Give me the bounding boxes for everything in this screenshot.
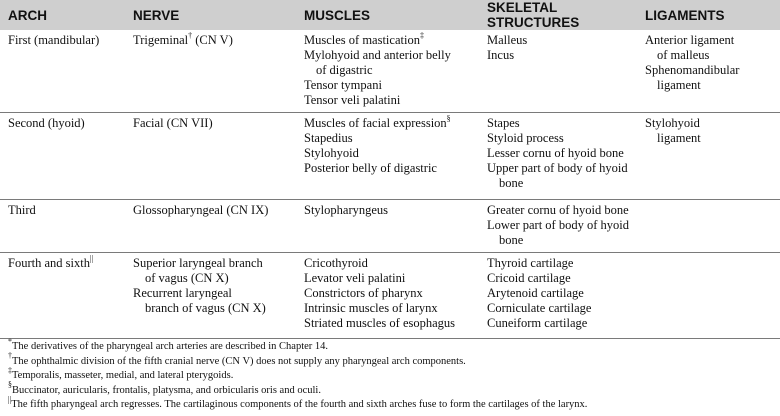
footnote-mark: †: [188, 30, 193, 40]
footnote-mark: *: [8, 336, 12, 346]
skeletal-line: Malleus: [487, 33, 528, 47]
header-row: [0, 0, 780, 30]
table-row-first-arch: [0, 30, 780, 113]
skeletal-line: Cuneiform cartilage: [487, 316, 588, 330]
table-row-second-arch: [0, 113, 780, 200]
skeletal-line: Thyroid cartilage: [487, 256, 574, 270]
skeletal-line: bone: [499, 176, 524, 190]
muscle-line: of digastric: [316, 63, 373, 77]
header-ligaments: LIGAMENTS: [637, 0, 780, 30]
table-row-fourth-sixth-arch: [0, 253, 780, 339]
nerve-name: Trigeminal: [133, 33, 189, 47]
skeletal-line: Cricoid cartilage: [487, 271, 571, 285]
footnote: [8, 380, 778, 399]
cell-ligaments: [637, 253, 780, 339]
cell-muscles: [296, 200, 479, 253]
cell-skeletal: [479, 30, 637, 113]
arch-name: First (mandibular): [8, 33, 100, 47]
ligament-line: Anterior ligament: [645, 33, 735, 47]
skeletal-line: Lesser cornu of hyoid bone: [487, 146, 624, 160]
arch-name: Second (hyoid): [8, 116, 85, 130]
skeletal-line: Upper part of body of hyoid: [487, 161, 628, 175]
skeletal-line: Incus: [487, 48, 515, 62]
footnote: [8, 336, 778, 355]
footnote-mark: ‡: [8, 365, 12, 375]
footnote: [8, 365, 778, 384]
footnote: [8, 351, 778, 370]
cell-ligaments: [637, 200, 780, 253]
muscle-text: Muscles of facial expression: [304, 116, 447, 130]
nerve-name: Glossopharyngeal (CN IX): [133, 203, 269, 217]
muscle-line: Mylohyoid and anterior belly: [304, 48, 451, 62]
footnote-text: Temporalis, masseter, medial, and lateral pterygoids.: [12, 370, 234, 381]
nerve-line: Superior laryngeal branch: [133, 256, 263, 270]
cell-ligaments: [637, 113, 780, 200]
muscle-text: Muscles of mastication: [304, 33, 420, 47]
cell-arch: [0, 200, 125, 253]
ligament-line: Sphenomandibular: [645, 63, 740, 77]
cell-skeletal: [479, 113, 637, 200]
footnote-mark: §: [446, 113, 451, 123]
muscle-line: Constrictors of pharynx: [304, 286, 423, 300]
cell-arch: [0, 253, 125, 339]
ligament-line: of malleus: [657, 48, 710, 62]
muscle-line: Stylopharyngeus: [304, 203, 389, 217]
cell-nerve: [125, 30, 296, 113]
skeletal-line: Lower part of body of hyoid: [487, 218, 629, 232]
muscle-line: Posterior belly of digastric: [304, 161, 437, 175]
muscle-line: [304, 30, 475, 48]
header-nerve: NERVE: [125, 0, 296, 30]
skeletal-line: Stapes: [487, 116, 520, 130]
cell-nerve: [125, 200, 296, 253]
skeletal-line: bone: [499, 233, 524, 247]
arch-name: Fourth and sixth: [8, 256, 90, 270]
footnote-mark: ||: [89, 253, 94, 263]
nerve-line: Recurrent laryngeal: [133, 286, 232, 300]
muscle-line: Striated muscles of esophagus: [304, 316, 456, 330]
skeletal-line: Greater cornu of hyoid bone: [487, 203, 629, 217]
footnote-text: The fifth pharyngeal arch regresses. The cartilaginous components of the fourth and sixth arches fuse to form the cartilages of the larynx.: [11, 399, 588, 410]
ligament-line: Stylohyoid: [645, 116, 700, 130]
cell-skeletal: [479, 253, 637, 339]
header-muscles: MUSCLES: [296, 0, 479, 30]
skeletal-line: Corniculate cartilage: [487, 301, 592, 315]
ligament-line: ligament: [657, 78, 701, 92]
nerve-line: of vagus (CN X): [145, 271, 229, 285]
header-arch: ARCH: [0, 0, 125, 30]
cell-arch: [0, 30, 125, 113]
footnote-mark: ‡: [419, 30, 424, 40]
muscle-line: Stapedius: [304, 131, 353, 145]
cell-muscles: [296, 113, 479, 200]
cell-arch: [0, 113, 125, 200]
muscle-line: Intrinsic muscles of larynx: [304, 301, 438, 315]
muscle-line: Tensor tympani: [304, 78, 382, 92]
cell-muscles: [296, 30, 479, 113]
arch-name: Third: [8, 203, 36, 217]
nerve-suffix: (CN V): [192, 33, 233, 47]
footnote-mark: †: [8, 351, 12, 360]
cell-nerve: [125, 253, 296, 339]
nerve-name: Facial (CN VII): [133, 116, 213, 130]
footnote-text: The ophthalmic division of the fifth cranial nerve (CN V) does not supply any pharyngeal arch components.: [12, 355, 466, 367]
footnote-text: Buccinator, auricularis, frontalis, platysma, and orbicularis oris and oculi.: [12, 384, 321, 396]
muscle-line: Cricothyroid: [304, 256, 368, 270]
muscle-line: Levator veli palatini: [304, 271, 406, 285]
skeletal-line: Arytenoid cartilage: [487, 286, 584, 300]
ligament-line: ligament: [657, 131, 701, 145]
skeletal-line: Styloid process: [487, 131, 564, 145]
footnote-text: The derivatives of the pharyngeal arch arteries are described in Chapter 14.: [12, 341, 329, 352]
muscle-line: Stylohyoid: [304, 146, 359, 160]
cell-ligaments: [637, 30, 780, 113]
cell-muscles: [296, 253, 479, 339]
cell-nerve: [125, 113, 296, 200]
footnote: [8, 394, 778, 413]
muscle-line: [304, 113, 475, 131]
muscle-line: Tensor veli palatini: [304, 93, 401, 107]
table-row-third-arch: [0, 200, 780, 253]
nerve-line: branch of vagus (CN X): [145, 301, 266, 315]
footnotes: [8, 336, 778, 413]
cell-skeletal: [479, 200, 637, 253]
footnote-mark: ||: [8, 394, 12, 404]
header-skeletal: SKELETAL STRUCTURES: [479, 0, 637, 30]
footnote-mark: §: [8, 380, 12, 389]
